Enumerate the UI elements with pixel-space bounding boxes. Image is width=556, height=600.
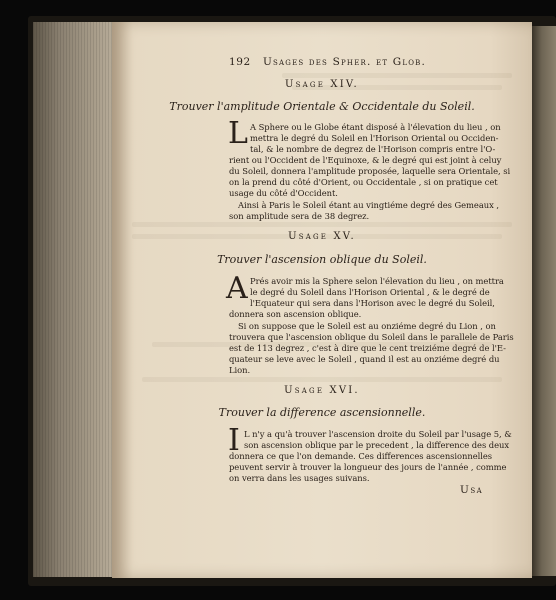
usage-16-title: Trouver la difference ascensionnelle. [218,406,426,419]
text-line: on verra dans les usages suivans. [229,473,370,483]
page-text [112,22,532,578]
text-line: Si on suppose que le Soleil est au onziéme degré du Lion , on [238,321,496,331]
text-line: du Soleil, donnera l'amplitude proposée, laquelle sera Orientale, si [229,166,511,176]
text-line: est de 113 degrez , c'est à dire que le cent treiziéme degré de l'E- [229,343,506,353]
text-line: Prés avoir mis la Sphere selon l'élevation du lieu , on mettra [250,276,504,286]
dropcap-l: L [228,116,248,151]
facing-page-edge [532,26,556,576]
text-line: Lion. [229,365,251,375]
usage-16-heading: Usage XVI. [284,385,360,396]
text-line: on la prend du côté d'Orient, ou Occidentale , si on pratique cet [229,177,498,187]
text-line: Ainsi à Paris le Soleil étant au vingtiéme degré des Gemeaux , [238,200,500,210]
text-line: son amplitude sera de 38 degrez. [229,211,370,221]
text-line: son ascension oblique par le precedent , la difference des deux [244,440,510,450]
dropcap-i: I [228,423,240,458]
text-line: l'Equateur qui sera dans l'Horison avec le degré du Soleil, [250,298,495,308]
catchword: Usa [460,484,484,496]
text-line: L n'y a qu'à trouver l'ascension droite du Soleil par l'usage 5, & [244,429,512,439]
usage-14-title: Trouver l'amplitude Orientale & Occidentale du Soleil. [169,100,475,113]
page-number: 192 [229,56,251,68]
text-line: mettra le degré du Soleil en l'Horison Oriental ou Occiden- [250,133,499,143]
text-line: quateur se leve avec le Soleil , quand il est au onziéme degré du [229,354,500,364]
text-line: usage du côté d'Occident. [229,188,338,198]
usage-14-heading: Usage XIV. [285,79,359,90]
page-edge-lines [33,22,121,577]
text-line: donnera son ascension oblique. [229,309,362,319]
dropcap-a: A [226,271,248,306]
text-line: trouvera que l'ascension oblique du Soleil dans le parallele de Paris [229,332,514,342]
text-line: rient ou l'Occident de l'Equinoxe, & le degré qui est joint à celuy [229,155,502,165]
text-line: tal, & le nombre de degrez de l'Horison compris entre l'O- [250,144,496,154]
usage-15-heading: Usage XV. [288,231,356,242]
text-line: donnera ce que l'on demande. Ces differences ascensionnelles [229,451,493,461]
running-title: Usages des Spher. et Glob. [263,56,427,68]
text-line: le degré du Soleil dans l'Horison Oriental , & le degré de [250,287,490,297]
text-line: A Sphere ou le Globe étant disposé à l'élevation du lieu , on [250,122,501,132]
usage-15-title: Trouver l'ascension oblique du Soleil. [217,253,427,266]
text-line: peuvent servir à trouver la longueur des jours de l'année , comme [229,462,507,472]
